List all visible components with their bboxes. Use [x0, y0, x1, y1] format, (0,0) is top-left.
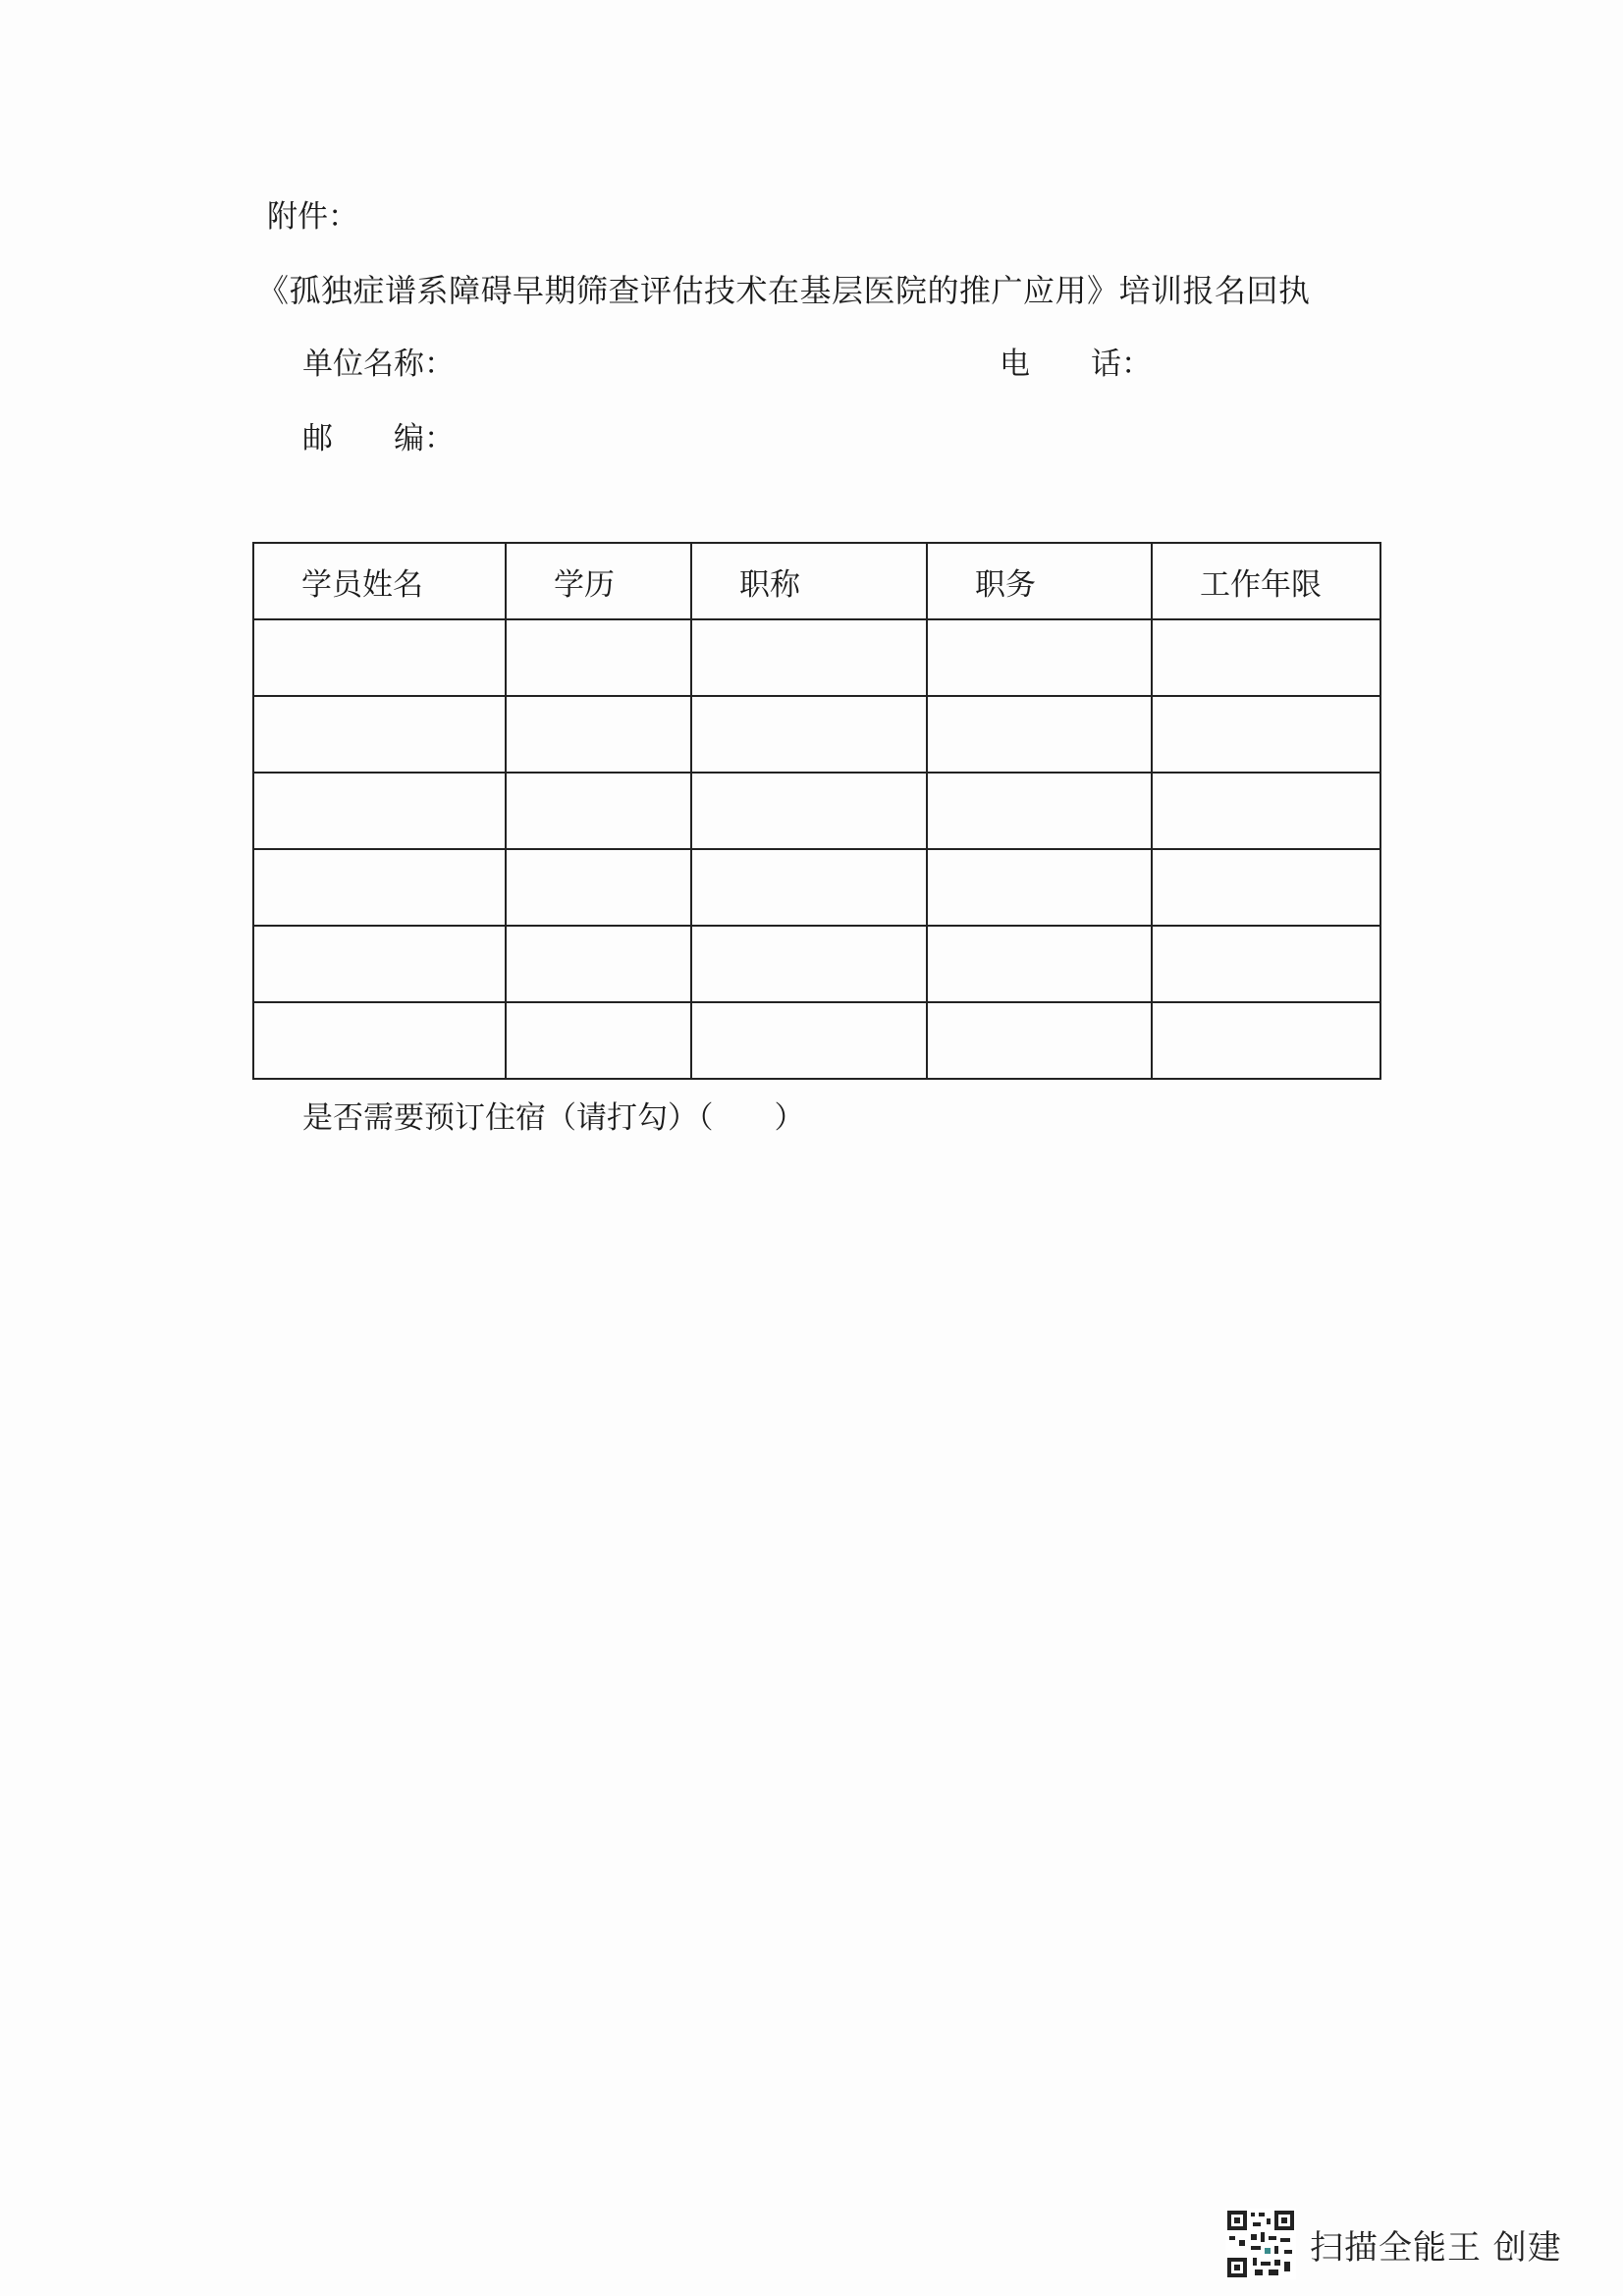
- table-cell[interactable]: [1152, 773, 1380, 849]
- table-cell[interactable]: [506, 1002, 691, 1079]
- table-cell[interactable]: [927, 773, 1152, 849]
- lodging-question: 是否需要预订住宿（请打勾）（ ）: [302, 1100, 805, 1136]
- table-cell[interactable]: [506, 849, 691, 926]
- table-row: [253, 619, 1380, 696]
- table-cell[interactable]: [253, 1002, 506, 1079]
- table-cell[interactable]: [1152, 696, 1380, 773]
- table-cell[interactable]: [506, 619, 691, 696]
- col-header-years: 工作年限: [1152, 543, 1380, 619]
- table-cell[interactable]: [506, 773, 691, 849]
- table-cell[interactable]: [691, 696, 927, 773]
- table-cell[interactable]: [691, 849, 927, 926]
- table-cell[interactable]: [506, 926, 691, 1002]
- phone-label: [1000, 349, 1152, 380]
- table-cell[interactable]: [927, 619, 1152, 696]
- col-header-title: 职称: [691, 543, 927, 619]
- form-title: 《孤独症谱系障碍早期筛查评估技术在基层医院的推广应用》培训报名回执: [257, 272, 1311, 309]
- scanner-watermark: [1225, 2207, 1562, 2281]
- table-cell[interactable]: [253, 926, 506, 1002]
- col-header-name: 学员姓名: [253, 543, 506, 619]
- table-cell[interactable]: [1152, 849, 1380, 926]
- table-cell[interactable]: [253, 619, 506, 696]
- table-cell[interactable]: [691, 619, 927, 696]
- table-cell[interactable]: [1152, 1002, 1380, 1079]
- zip-label-part-2: 编：: [394, 421, 455, 456]
- table-row: [253, 773, 1380, 849]
- col-header-education: 学历: [506, 543, 691, 619]
- table-row: [253, 1002, 1380, 1079]
- zip-label: [302, 421, 455, 456]
- col-header-position: 职务: [927, 543, 1152, 619]
- table-cell[interactable]: [1152, 926, 1380, 1002]
- zip-label-part-1: 邮: [302, 421, 333, 456]
- phone-label-part-2: 话：: [1091, 347, 1152, 382]
- table-cell[interactable]: [691, 926, 927, 1002]
- table-row: [253, 926, 1380, 1002]
- trainee-table: [252, 542, 1381, 1080]
- unit-name-label: 单位名称：: [302, 347, 455, 382]
- table-cell[interactable]: [1152, 619, 1380, 696]
- qr-code-icon: [1225, 2209, 1296, 2279]
- table-cell[interactable]: [927, 926, 1152, 1002]
- scanner-watermark-text: 扫描全能王 创建: [1310, 2227, 1562, 2268]
- phone-label-part-1: 电: [1000, 347, 1030, 382]
- attachment-label: 附件：: [267, 199, 358, 235]
- table-cell[interactable]: [506, 696, 691, 773]
- table-cell[interactable]: [253, 849, 506, 926]
- table-cell[interactable]: [253, 696, 506, 773]
- table-row: [253, 849, 1380, 926]
- table-cell[interactable]: [691, 1002, 927, 1079]
- table-cell[interactable]: [927, 849, 1152, 926]
- table-cell[interactable]: [927, 1002, 1152, 1079]
- table-cell[interactable]: [691, 773, 927, 849]
- table-cell[interactable]: [253, 773, 506, 849]
- table-cell[interactable]: [927, 696, 1152, 773]
- table-header-row: [253, 543, 1380, 619]
- table-row: [253, 696, 1380, 773]
